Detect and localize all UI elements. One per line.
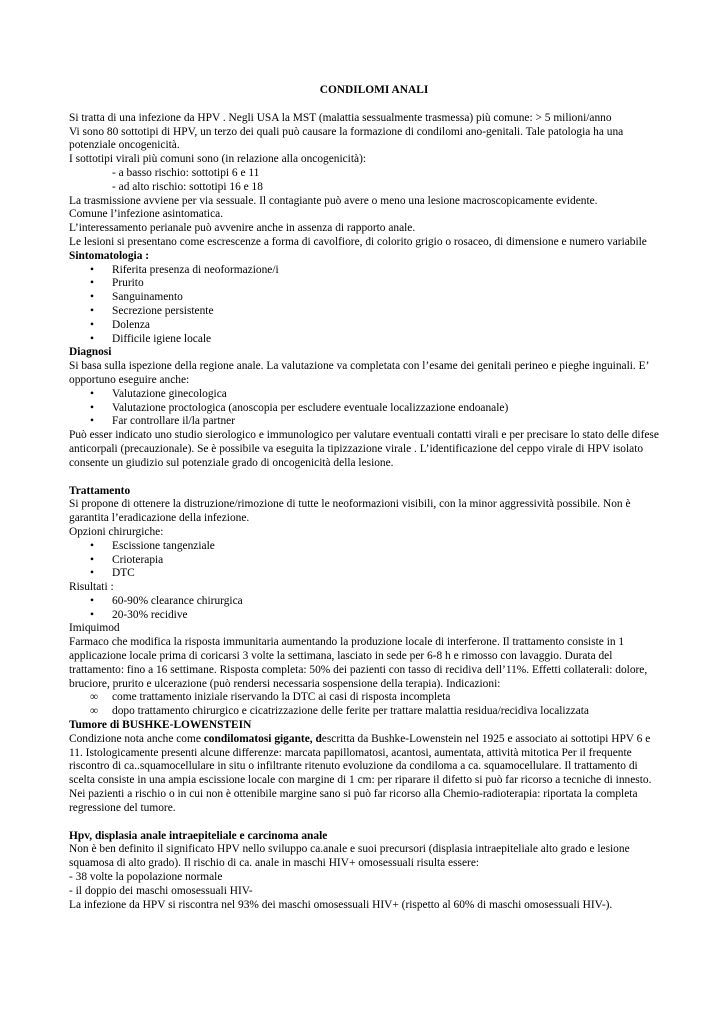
list-item-text: 60-90% clearance chirurgica	[112, 594, 243, 607]
list-item	[69, 319, 661, 333]
list-item-text: Dolenza	[112, 318, 150, 331]
bullet-icon: •	[90, 332, 94, 345]
bullet-icon: •	[90, 318, 94, 331]
bushke-text-post: escritta da Bushke-Lowenstein nel 1925 e associato ai sottotipi HPV 6 e 11. Istologicamente presenti alcune differenze: marcata papillomatosi, acantosi, aumentata, attività mitotica Per il frequente riscontro di ca..squamocellulare in situ o infiltrante ritenuto evoluzione da condiloma a ca. squamocellulare. Il trattamento di scelta consiste in una ampia escissione locale con margine di 1 cm: per riparare il difetto si può far ricorso a tecniche di innesto. Nei pazienti a rischio o in cui non è ottenibile margine sano si può far ricorso alla Chemio-radioterapia: riportata la completa regressione del tumore.	[69, 732, 652, 814]
intro-line-2: Vi sono 80 sottotipi di HPV, un terzo dei quali può causare la formazione di condilomi ano-genitali. Tale patologia ha una potenziale oncogenicità.	[69, 125, 624, 152]
opzioni-list	[69, 540, 661, 581]
list-item-text: 20-30% recidive	[112, 608, 188, 621]
list-item	[69, 291, 661, 305]
bushke-text-bold: condilomatosi gigante, d	[203, 732, 322, 745]
infinity-bullet-icon: ∞	[90, 705, 99, 718]
bullet-icon: •	[90, 553, 94, 566]
spacer	[69, 816, 661, 830]
sintomatologia-heading: Sintomatologia :	[69, 249, 150, 262]
opzioni-label: Opzioni chirurgiche:	[69, 525, 164, 538]
bushke-text	[69, 733, 661, 816]
bushke-heading: Tumore di BUSHKE-LOWENSTEIN	[69, 719, 252, 732]
transmission-line-4: Le lesioni si presentano come escrescenze a forma di cavolfiore, di colorito grigio o rosaceo, di dimensione e numero variabile	[69, 235, 647, 248]
spacer	[69, 471, 661, 485]
diagnosi-after: Può esser indicato uno studio sierologico e immunologico per valutare eventuali contatti virali e per precisare lo stato delle difese anticorpali (precauzionale). Se è possibile va eseguita la tipizzazione virale . L’identificazione del ceppo virale di HPV isolato consente un giudizio sul potenziale grado di oncogenicità della lesione.	[69, 429, 659, 469]
list-item	[69, 567, 661, 581]
document-title: CONDILOMI ANALI	[319, 84, 429, 96]
bushke-text-pre: Condizione nota anche come	[69, 732, 204, 745]
list-item	[69, 691, 661, 705]
trattamento-heading: Trattamento	[69, 484, 131, 497]
list-item-text: come trattamento iniziale riservando la DTC ai casi di risposta incompleta	[112, 691, 451, 704]
intro-line-3: I sottotipi virali più comuni sono (in relazione alla oncogenicità):	[69, 153, 367, 166]
diagnosi-list	[69, 388, 661, 429]
list-item-text: Secrezione persistente	[112, 304, 214, 317]
list-item	[69, 333, 661, 347]
list-item	[69, 705, 661, 719]
list-item	[69, 264, 661, 278]
list-item	[69, 305, 661, 319]
list-item-text: dopo trattamento chirurgico e cicatrizzazione delle ferite per trattare malattia residua/recidiva localizzata	[112, 705, 589, 718]
risultati-label: Risultati :	[69, 581, 114, 594]
intro-line-1: Si tratta di una infezione da HPV . Negli USA la MST (malattia sessualmente trasmessa) più comune: > 5 milioni/anno	[69, 111, 612, 124]
hpv-text: Non è ben definito il significato HPV nello sviluppo ca.anale e suoi precursori (displasia intraepiteliale alto grado e lesione squamosa di alto grado). Il rischio di ca. anale in maschi HIV+ omosessuali risulta essere:	[69, 843, 630, 870]
diagnosi-text: Si basa sulla ispezione della regione anale. La valutazione va completata con l’esame dei genitali perineo e pieghe inguinali. E’ opportuno eseguire anche:	[69, 360, 649, 386]
bullet-icon: •	[90, 415, 94, 428]
list-item	[69, 388, 661, 402]
imiquimod-text: Farmaco che modifica la risposta immunitaria aumentando la produzione locale di interferone. Il trattamento consiste in 1 applicazione locale prima di coricarsi 3 volte la settimana, lasciato in sede per 6-8 h e rimosso con lavaggio. Durata del trattamento: fino a 16 settimane. Risposta completa: 50% dei pazienti con tasso di recidiva dell’11%. Effetti collaterali: dolore, bruciore, prurito e ulcerazione (può rendersi necessaria sospensione della terapia). Indicazioni:	[69, 636, 648, 690]
bullet-icon: •	[90, 539, 94, 552]
risultati-list	[69, 595, 661, 623]
bullet-icon: •	[90, 401, 94, 414]
list-item-text: Far controllare il/la partner	[112, 415, 236, 428]
list-item-text: Crioterapia	[112, 553, 164, 566]
bullet-icon: •	[90, 291, 94, 304]
bullet-icon: •	[90, 594, 94, 607]
bullet-icon: •	[90, 608, 94, 621]
hpv-line-1: - 38 volte la popolazione normale	[69, 871, 223, 884]
infinity-bullet-icon: ∞	[90, 691, 99, 704]
hpv-line-2: - il doppio dei maschi omosessuali HIV-	[69, 884, 253, 897]
indicazioni-list	[69, 691, 661, 719]
list-item	[69, 554, 661, 568]
list-item-text: Riferita presenza di neoformazione/i	[112, 263, 279, 276]
list-item	[69, 402, 661, 416]
hpv-heading: Hpv, displasia anale intraepiteliale e carcinoma anale	[69, 829, 328, 842]
subtype-low-risk: - a basso rischio: sottotipi 6 e 11	[112, 166, 260, 179]
hpv-last: La infezione da HPV si riscontra nel 93% dei maschi omosessuali HIV+ (rispetto al 60% di maschi omosessuali HIV-).	[69, 898, 613, 911]
transmission-line-1: La trasmissione avviene per via sessuale. Il contagiante può avere o meno una lesione macroscopicamente evidente.	[69, 194, 598, 207]
diagnosi-heading: Diagnosi	[69, 346, 112, 359]
list-item	[69, 415, 661, 429]
bullet-icon: •	[90, 277, 94, 290]
sintomatologia-list	[69, 264, 661, 347]
trattamento-text: Si propone di ottenere la distruzione/rimozione di tutte le neoformazioni visibili, con la minor aggressività possibile. Non è garantita l’eradicazione della infezione.	[69, 498, 631, 525]
bullet-icon: •	[90, 304, 94, 317]
list-item-text: Escissione tangenziale	[112, 539, 215, 552]
list-item-text: Difficile igiene locale	[112, 332, 212, 345]
imiquimod-label: Imiquimod	[69, 622, 120, 635]
transmission-line-3: L’interessamento perianale può avvenire anche in assenza di rapporto anale.	[69, 222, 416, 235]
list-item	[69, 277, 661, 291]
list-item	[69, 595, 661, 609]
list-item-text: DTC	[112, 567, 135, 580]
bullet-icon: •	[90, 567, 94, 580]
list-item-text: Prurito	[112, 277, 144, 290]
transmission-line-2: Comune l’infezione asintomatica.	[69, 208, 224, 221]
list-item	[69, 609, 661, 623]
list-item-text: Valutazione ginecologica	[112, 387, 227, 400]
list-item-text: Valutazione proctologica (anoscopia per escludere eventuale localizzazione endoanale)	[112, 401, 509, 414]
bullet-icon: •	[90, 263, 94, 276]
list-item-text: Sanguinamento	[112, 291, 183, 304]
list-item	[69, 540, 661, 554]
document-page	[69, 84, 661, 912]
subtype-high-risk: - ad alto rischio: sottotipi 16 e 18	[112, 180, 263, 193]
bullet-icon: •	[90, 387, 94, 400]
